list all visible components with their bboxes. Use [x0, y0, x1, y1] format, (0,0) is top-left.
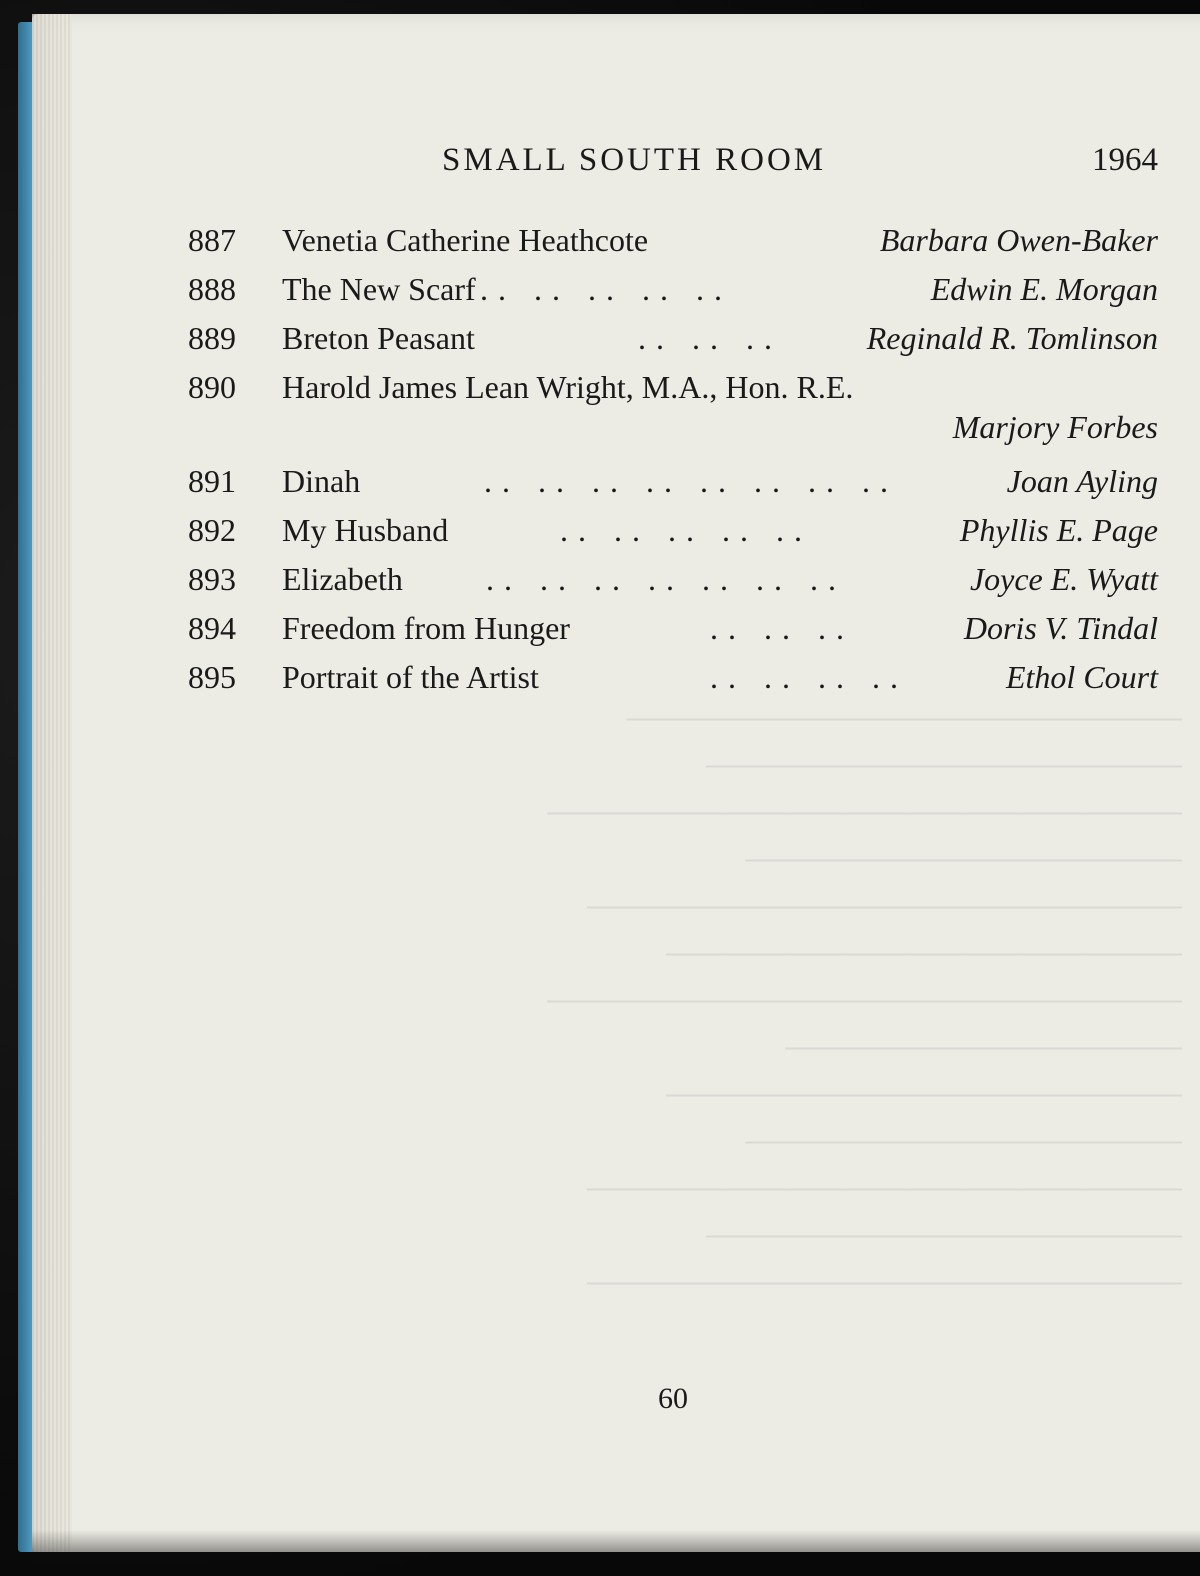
leader-dots: .. .. .. .. .. .. .. ..	[484, 463, 898, 499]
entry-894	[188, 604, 1158, 653]
entry-artist: Doris V. Tindal	[963, 610, 1158, 646]
entry-title: Freedom from Hunger	[282, 610, 570, 646]
leader-dots: .. .. .. .. ..	[480, 271, 732, 307]
entry-number: 891	[188, 463, 236, 499]
entry-title: The New Scarf	[282, 271, 476, 307]
entry-number: 888	[188, 271, 236, 307]
entry-artist: Edwin E. Morgan	[930, 271, 1158, 307]
entry-889	[188, 314, 1158, 363]
entry-artist: Joyce E. Wyatt	[969, 561, 1158, 597]
leader-dots: .. .. .. .. ..	[560, 512, 812, 548]
entry-artist: Phyllis E. Page	[959, 512, 1158, 548]
entry-number: 887	[188, 222, 236, 258]
entry-number: 889	[188, 320, 236, 356]
entry-list	[188, 216, 1158, 702]
leader-dots: .. .. .. .. .. .. ..	[486, 561, 846, 597]
entry-title: My Husband	[282, 512, 449, 548]
entry-895	[188, 653, 1158, 702]
year: 1964	[1092, 142, 1158, 178]
page-number: 60	[658, 1382, 688, 1415]
entry-number: 895	[188, 659, 236, 695]
entry-number: 890	[188, 369, 236, 405]
entry-891	[188, 457, 1158, 506]
entry-number: 894	[188, 610, 236, 646]
entry-890	[188, 363, 1158, 457]
page-bottom-shadow	[32, 1530, 1200, 1552]
entry-number: 893	[188, 561, 236, 597]
entry-artist: Joan Ayling	[1006, 463, 1158, 499]
page-edges	[32, 14, 72, 1552]
room-title: SMALL SOUTH ROOM	[442, 142, 827, 178]
entry-artist: Marjory Forbes	[952, 409, 1158, 445]
entry-title: Portrait of the Artist	[282, 659, 539, 695]
catalogue-page	[32, 14, 1200, 1552]
running-header	[32, 142, 1158, 182]
leader-dots: .. .. ..	[710, 610, 854, 646]
entry-number: 892	[188, 512, 236, 548]
entry-artist: Ethol Court	[1005, 659, 1158, 695]
entry-title: Dinah	[282, 463, 361, 499]
entry-887	[188, 216, 1158, 265]
entry-artist: Barbara Owen-Baker	[879, 222, 1158, 258]
leader-dots: .. .. ..	[638, 320, 782, 356]
entry-title: Breton Peasant	[282, 320, 475, 356]
entry-title: Elizabeth	[282, 561, 403, 597]
show-through-text: ──────────────────────────── ──────────────────────── ──────────────────────────────── ────────────────────── ────────────────────────────── ────────────────────────── ──────────────────────────────── ──────────────────── ────────────────────────── ────────────────────── ────────────────────────────── ──────────────────────── ──────────────────────────────	[547, 704, 1182, 1299]
entry-892	[188, 506, 1158, 555]
entry-title: Venetia Catherine Heathcote	[282, 222, 649, 258]
entry-artist: Reginald R. Tomlinson	[866, 320, 1158, 356]
leader-dots: .. .. .. ..	[710, 659, 908, 695]
entry-893	[188, 555, 1158, 604]
entry-888	[188, 265, 1158, 314]
entry-title: Harold James Lean Wright, M.A., Hon. R.E.	[282, 369, 854, 405]
